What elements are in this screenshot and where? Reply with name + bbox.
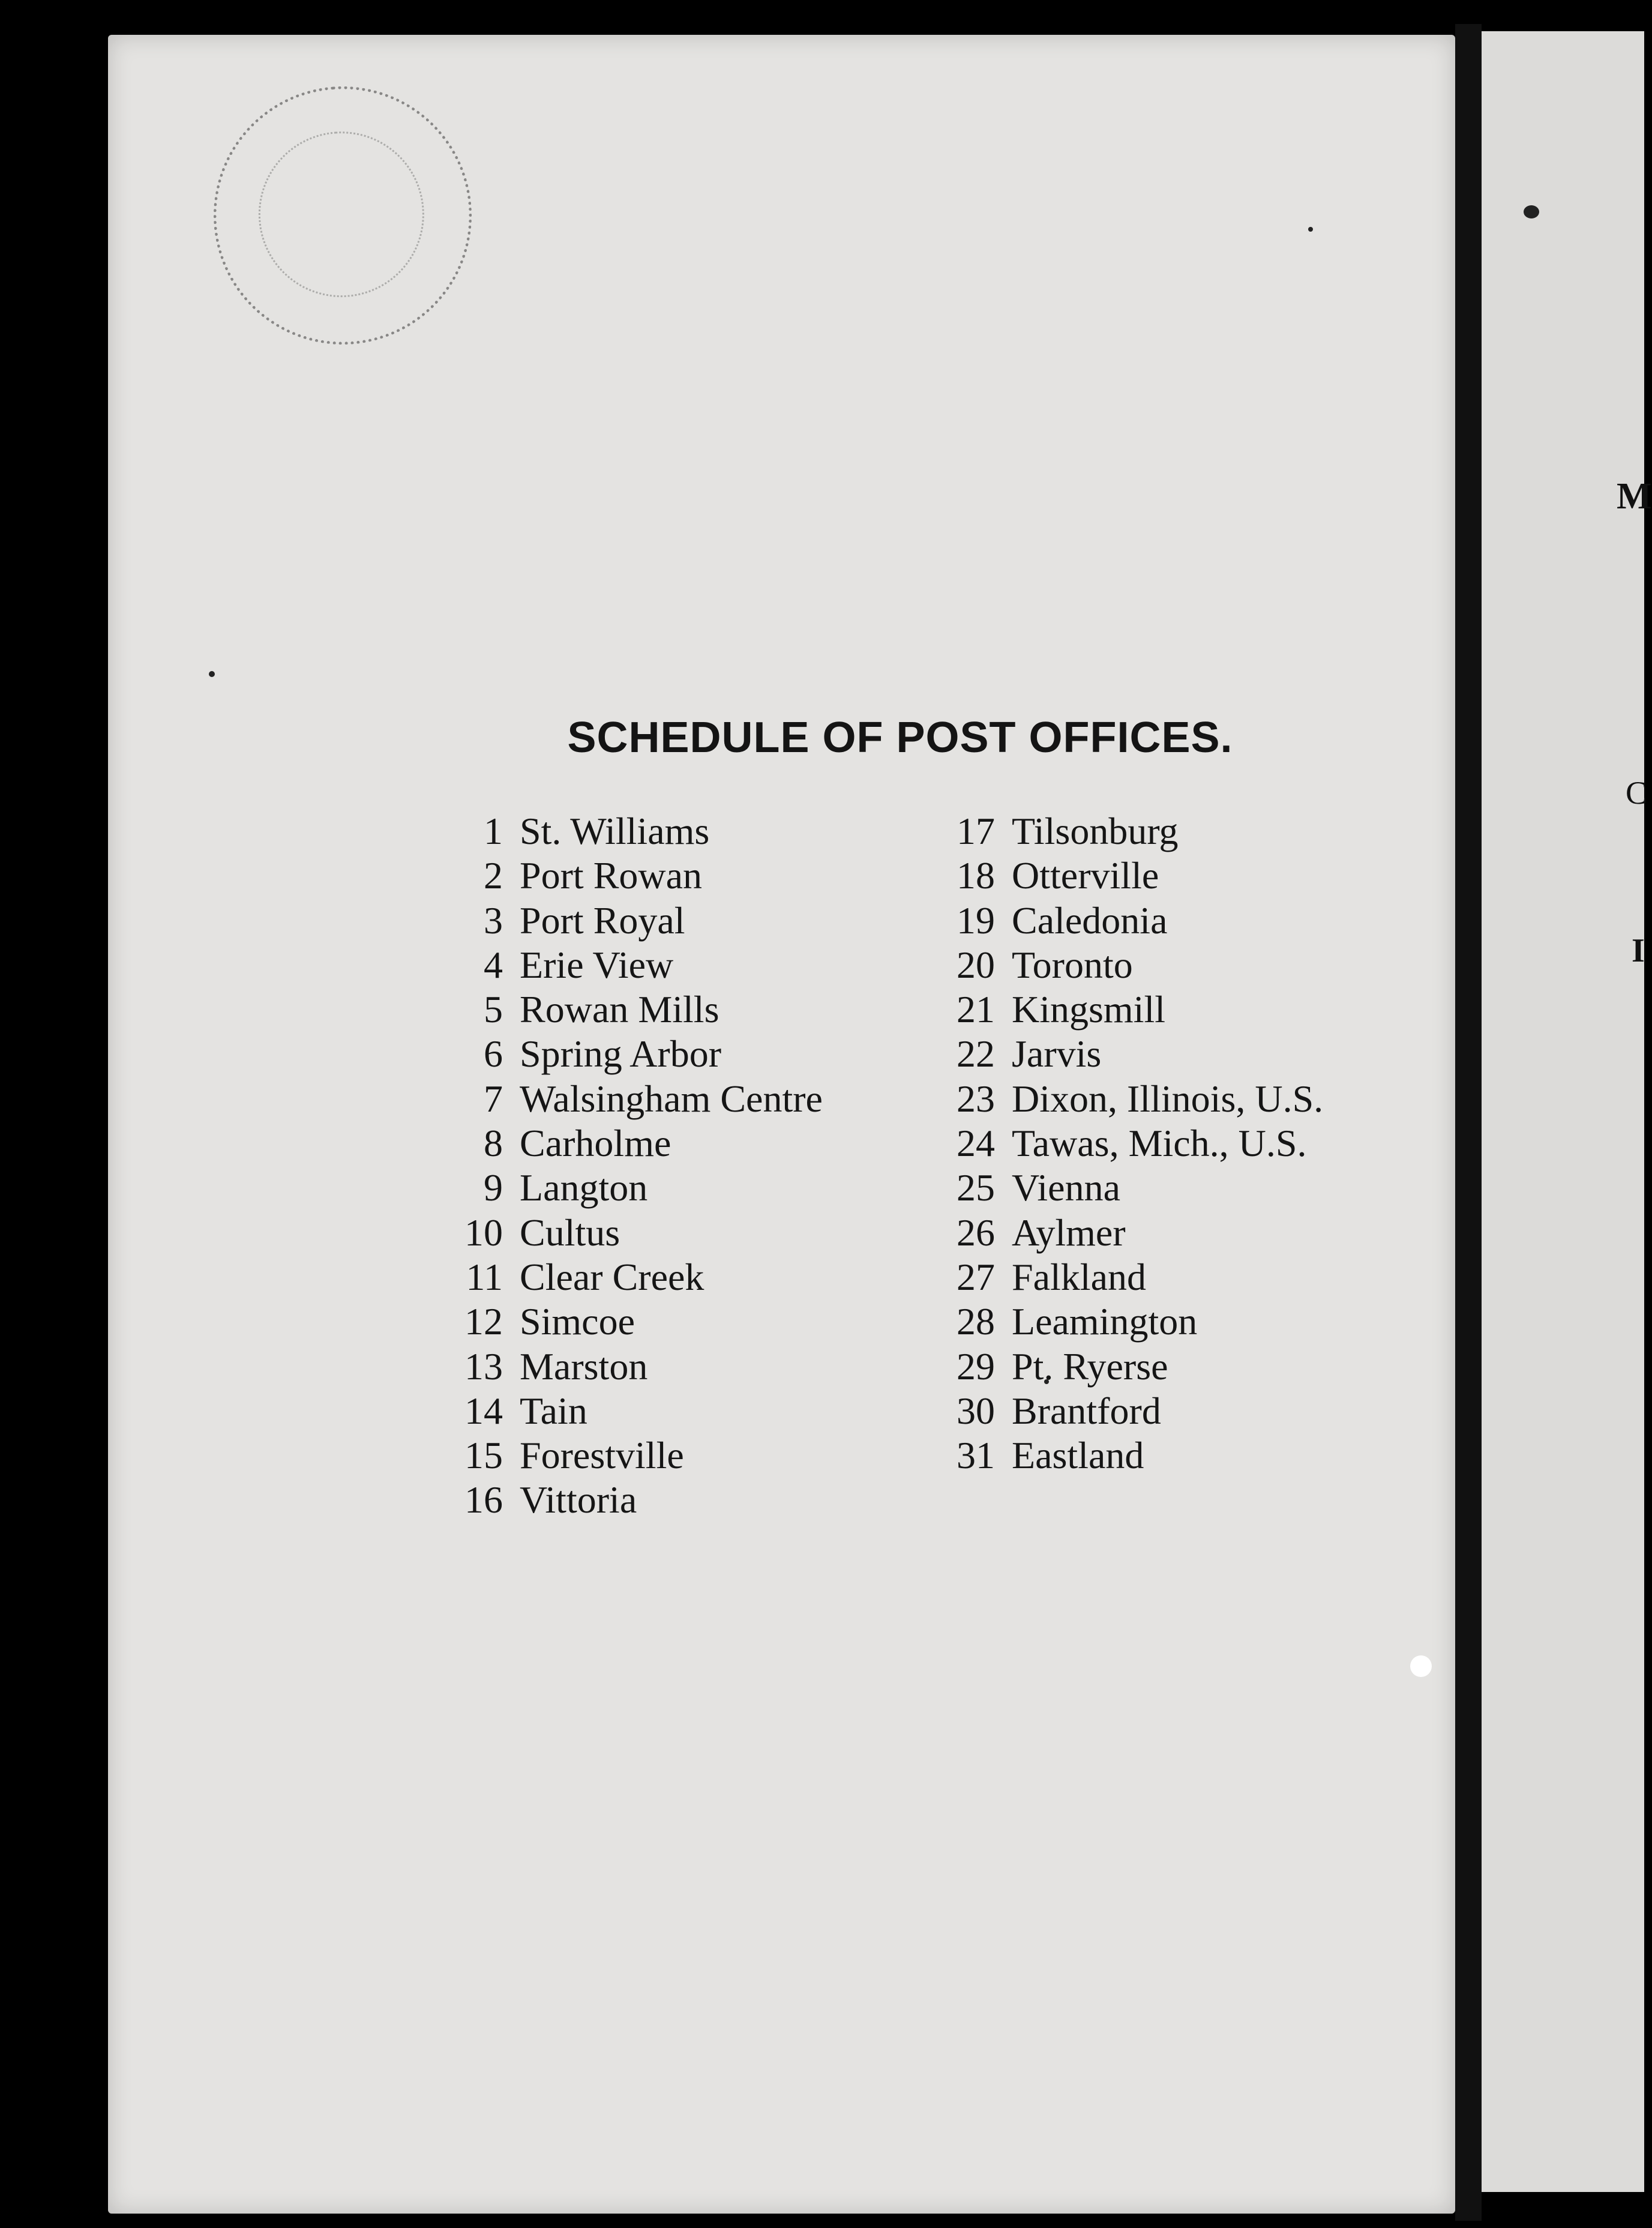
post-office-number: 7 [484, 1077, 503, 1120]
post-office-entry [432, 1211, 823, 1255]
post-office-number: 22 [957, 1032, 995, 1076]
post-office-number: 14 [464, 1389, 503, 1432]
post-office-name: Forestville [520, 1434, 684, 1477]
post-office-entry [924, 1344, 1323, 1389]
post-office-entry [432, 809, 823, 854]
post-office-number: 26 [957, 1211, 995, 1254]
post-office-entry [924, 1166, 1323, 1210]
post-office-name: Pt. Ryerse [1012, 1344, 1168, 1388]
post-office-number: 18 [957, 854, 995, 897]
post-office-name: Port Royal [520, 899, 685, 942]
post-office-entry [432, 1255, 823, 1299]
post-office-name: Spring Arbor [520, 1032, 721, 1076]
post-office-number: 8 [484, 1122, 503, 1165]
post-office-name: Clear Creek [520, 1255, 704, 1298]
post-office-number: 29 [957, 1344, 995, 1388]
post-office-entry [432, 899, 823, 943]
post-office-entry [432, 1077, 823, 1121]
post-office-entry [924, 987, 1323, 1032]
post-office-number: 9 [484, 1166, 503, 1209]
post-office-entry [432, 854, 823, 898]
post-office-name: Otterville [1012, 854, 1159, 897]
page-gutter [1455, 24, 1482, 2221]
post-office-entry [432, 1344, 823, 1389]
post-office-number: 25 [957, 1166, 995, 1209]
post-office-number: 20 [957, 943, 995, 986]
post-office-number: 10 [464, 1211, 503, 1254]
post-office-name: Marston [520, 1344, 648, 1388]
postmark-stamp [205, 78, 481, 354]
post-office-name: Dixon, Illinois, U.S. [1012, 1077, 1324, 1120]
page-title: SCHEDULE OF POST OFFICES. [567, 714, 1233, 762]
post-office-name: Carholme [520, 1122, 671, 1165]
post-office-list-right [924, 809, 1323, 1478]
document-page [108, 35, 1455, 2214]
post-office-list-left [432, 809, 823, 1523]
post-office-name: Vienna [1012, 1166, 1120, 1209]
post-office-entry [432, 1433, 823, 1478]
post-office-entry [432, 1121, 823, 1166]
post-office-name: Brantford [1012, 1389, 1161, 1432]
post-office-entry [924, 1433, 1323, 1478]
post-office-name: Tilsonburg [1012, 810, 1179, 852]
post-office-entry [924, 1299, 1323, 1344]
post-office-name: Erie View [520, 943, 674, 986]
post-office-number: 24 [957, 1122, 995, 1165]
ink-speck [1524, 205, 1539, 218]
post-office-name: Toronto [1012, 943, 1133, 986]
post-office-entry [432, 943, 823, 987]
post-office-number: 19 [957, 899, 995, 942]
post-office-name: Walsingham Centre [520, 1077, 823, 1120]
post-office-name: Langton [520, 1166, 648, 1209]
post-office-name: Tawas, Mich., U.S. [1012, 1122, 1307, 1165]
post-office-number: 13 [464, 1344, 503, 1388]
post-office-number: 16 [464, 1478, 503, 1522]
adjacent-page-letter: M [1617, 476, 1652, 517]
post-office-number: 27 [957, 1255, 995, 1298]
post-office-name: Port Rowan [520, 854, 702, 897]
post-office-number: 31 [957, 1434, 995, 1477]
post-office-entry [924, 1389, 1323, 1433]
post-office-entry [924, 1077, 1323, 1121]
post-office-number: 12 [464, 1300, 503, 1343]
post-office-entry [432, 1299, 823, 1344]
post-office-number: 1 [484, 810, 503, 852]
post-office-entry [924, 854, 1323, 898]
post-office-entry [432, 1166, 823, 1210]
post-office-number: 30 [957, 1389, 995, 1432]
post-office-entry [924, 899, 1323, 943]
adjacent-page-edge [1482, 31, 1652, 2192]
post-office-name: St. Williams [520, 810, 710, 852]
post-office-name: Cultus [520, 1211, 620, 1254]
post-office-name: Kingsmill [1012, 988, 1166, 1031]
ink-speck [1410, 1655, 1432, 1677]
post-office-entry [432, 1032, 823, 1076]
post-office-number: 17 [957, 810, 995, 852]
post-office-name: Rowan Mills [520, 988, 719, 1031]
post-office-entry [432, 987, 823, 1032]
post-office-entry [924, 943, 1323, 987]
post-office-name: Falkland [1012, 1255, 1146, 1298]
post-office-entry [924, 1255, 1323, 1299]
post-office-number: 3 [484, 899, 503, 942]
post-office-entry [924, 1032, 1323, 1076]
post-office-number: 23 [957, 1077, 995, 1120]
post-office-name: Leamington [1012, 1300, 1198, 1343]
post-office-entry [924, 809, 1323, 854]
post-office-number: 4 [484, 943, 503, 986]
post-office-name: Aylmer [1012, 1211, 1126, 1254]
post-office-name: Vittoria [520, 1478, 637, 1522]
post-office-number: 28 [957, 1300, 995, 1343]
post-office-number: 15 [464, 1434, 503, 1477]
ink-speck [209, 671, 215, 677]
post-office-entry [432, 1478, 823, 1522]
post-office-name: Tain [520, 1389, 587, 1432]
post-office-entry [924, 1211, 1323, 1255]
post-office-number: 2 [484, 854, 503, 897]
post-office-name: Simcoe [520, 1300, 635, 1343]
post-office-entry [432, 1389, 823, 1433]
post-office-number: 11 [466, 1255, 503, 1298]
post-office-number: 5 [484, 988, 503, 1031]
postmark-stamp-inner-ring [253, 126, 430, 303]
ink-speck [1308, 227, 1313, 232]
post-office-entry [924, 1121, 1323, 1166]
post-office-number: 6 [484, 1032, 503, 1076]
post-office-name: Caledonia [1012, 899, 1168, 942]
adjacent-page-letter: I [1632, 932, 1645, 969]
adjacent-page-letter: C [1626, 775, 1648, 811]
post-office-name: Jarvis [1012, 1032, 1102, 1076]
post-office-number: 21 [957, 988, 995, 1031]
post-office-name: Eastland [1012, 1434, 1144, 1477]
